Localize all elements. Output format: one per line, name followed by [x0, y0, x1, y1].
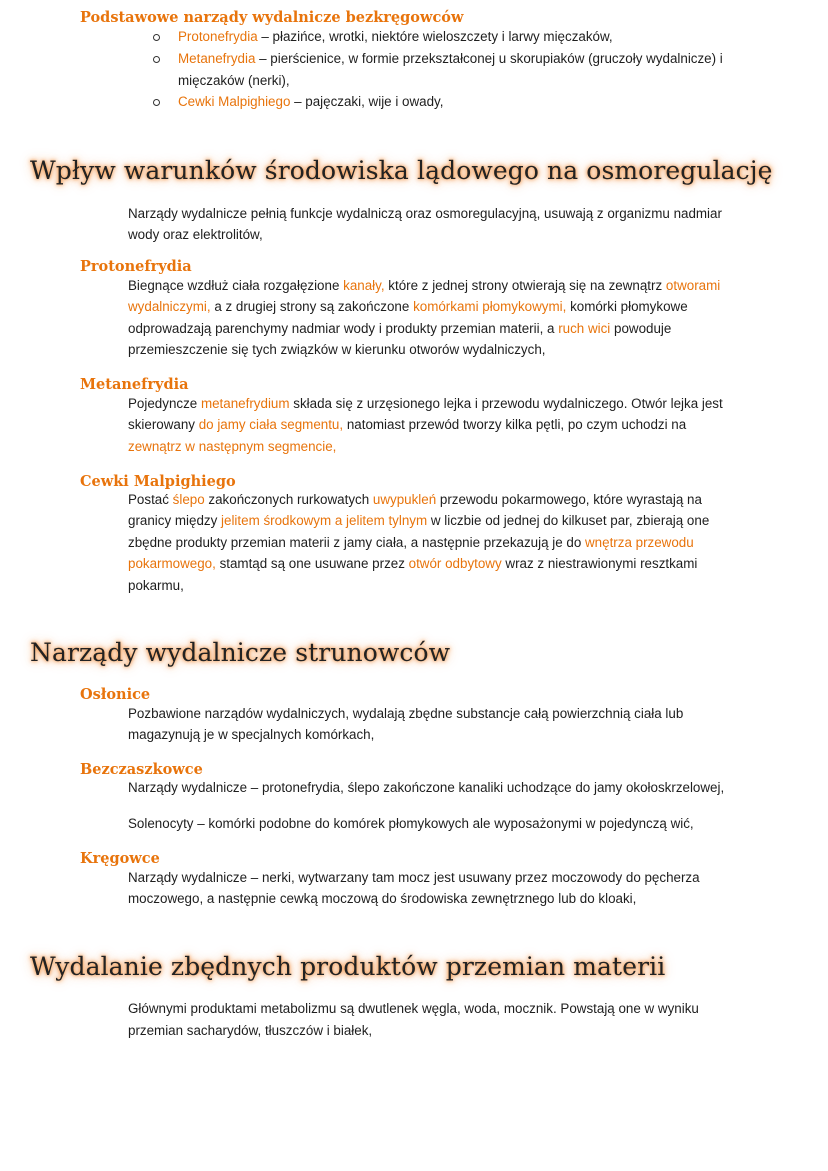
oslonice-line: magazynują je w specjalnych komórkach, — [128, 727, 375, 742]
section3-line: Głównymi produktami metabolizmu są dwutlenek węgla, woda, mocznik. Powstają one w wyniku — [128, 1001, 699, 1016]
kregowce-heading: Kręgowce — [80, 850, 160, 867]
section-intro-line: wody oraz elektrolitów, — [128, 227, 263, 242]
protonefrydia-line: wydalniczymi, a z drugiej strony są zakończone komórkami płomykowymi, komórki płomykowe — [128, 299, 688, 314]
term: Protonefrydia — [178, 29, 258, 44]
cewki-line: Postać ślepo zakończonych rurkowatych uwypukleń przewodu pokarmowego, które wyrastają na — [128, 492, 702, 507]
bezczaszkowce-line: Narządy wydalnicze – protonefrydia, ślepo zakończone kanaliki uchodzące do jamy okołoskrzelowej, — [128, 780, 725, 795]
cewki-heading: Cewki Malpighiego — [80, 473, 236, 490]
protonefrydia-line: Biegnące wzdłuż ciała rozgałęzione kanały, które z jednej strony otwierają się na zewnątrz otworami — [128, 278, 721, 293]
cewki-line: zbędne produkty przemian materii z jamy ciała, a następnie przekazują je do wnętrza przewodu — [128, 535, 694, 550]
cewki-line: pokarmu, — [128, 578, 184, 593]
protonefrydia-heading: Protonefrydia — [80, 258, 192, 275]
cewki-line: pokarmowego, stamtąd są one usuwane przez otwór odbytowy wraz z niestrawionymi resztkami — [128, 556, 698, 571]
desc: – pierścienice, w formie przekształconej u skorupiaków (gruczoły wydalnicze) i — [255, 51, 723, 66]
oslonice-line: Pozbawione narządów wydalniczych, wydalają zbędne substancje całą powierzchnią ciała lub — [128, 706, 684, 721]
section-intro-line: Narządy wydalnicze pełnią funkcje wydalniczą oraz osmoregulacyjną, usuwają z organizmu nadmiar — [128, 206, 722, 221]
intro-item-protonefrydia — [178, 26, 613, 48]
desc: – pajęczaki, wije i owady, — [290, 94, 444, 109]
intro-item-metanefrydia — [178, 48, 723, 70]
oslonice-heading: Osłonice — [80, 686, 151, 703]
metanefrydia-line: Pojedyncze metanefrydium składa się z urzęsionego lejka i przewodu wydalniczego. Otwór lejka jest — [128, 396, 723, 411]
protonefrydia-line: odprowadzają parenchymy nadmiar wody i produkty przemian materii, a ruch wici powoduje — [128, 321, 672, 336]
intro-item-cewki — [178, 91, 443, 113]
kregowce-line: Narządy wydalnicze – nerki, wytwarzany tam mocz jest usuwany przez moczowody do pęcherza — [128, 870, 700, 885]
cewki-line: granicy między jelitem środkowym a jelitem tylnym w liczbie od jednej do kilkuset par, zbierają one — [128, 513, 710, 528]
bezczaszkowce-line: Solenocyty – komórki podobne do komórek płomykowych ale wyposażonymi w pojedynczą wić, — [128, 816, 694, 831]
section-title: Wpływ warunków środowiska lądowego na osmoregulację — [30, 156, 773, 185]
kregowce-line: moczowego, a następnie cewką moczową do środowiska zewnętrznego lub do kloaki, — [128, 891, 637, 906]
bezczaszkowce-heading: Bezczaszkowce — [80, 761, 203, 778]
term: Cewki Malpighiego — [178, 94, 291, 109]
bullet-icon — [153, 99, 160, 106]
bullet-icon — [153, 56, 160, 63]
intro-heading: Podstawowe narządy wydalnicze bezkręgowców — [80, 9, 464, 26]
desc: – płazińce, wrotki, niektóre wieloszczety i larwy mięczaków, — [257, 29, 613, 44]
intro-item-metanefrydia-cont: mięczaków (nerki), — [178, 73, 290, 88]
section3-line: przemian sacharydów, tłuszczów i białek, — [128, 1023, 373, 1038]
protonefrydia-line: przemieszczenie się tych związków w kierunku otworów wydalniczych, — [128, 342, 546, 357]
metanefrydia-heading: Metanefrydia — [80, 376, 189, 393]
bullet-icon — [153, 34, 160, 41]
metanefrydia-line: zewnątrz w następnym segmencie, — [128, 439, 337, 454]
metanefrydia-line: skierowany do jamy ciała segmentu, natomiast przewód tworzy kilka pętli, po czym uchodzi na — [128, 417, 687, 432]
section-title: Wydalanie zbędnych produktów przemian materii — [30, 952, 666, 981]
section-title: Narządy wydalnicze strunowców — [30, 638, 451, 667]
term: Metanefrydia — [178, 51, 256, 66]
